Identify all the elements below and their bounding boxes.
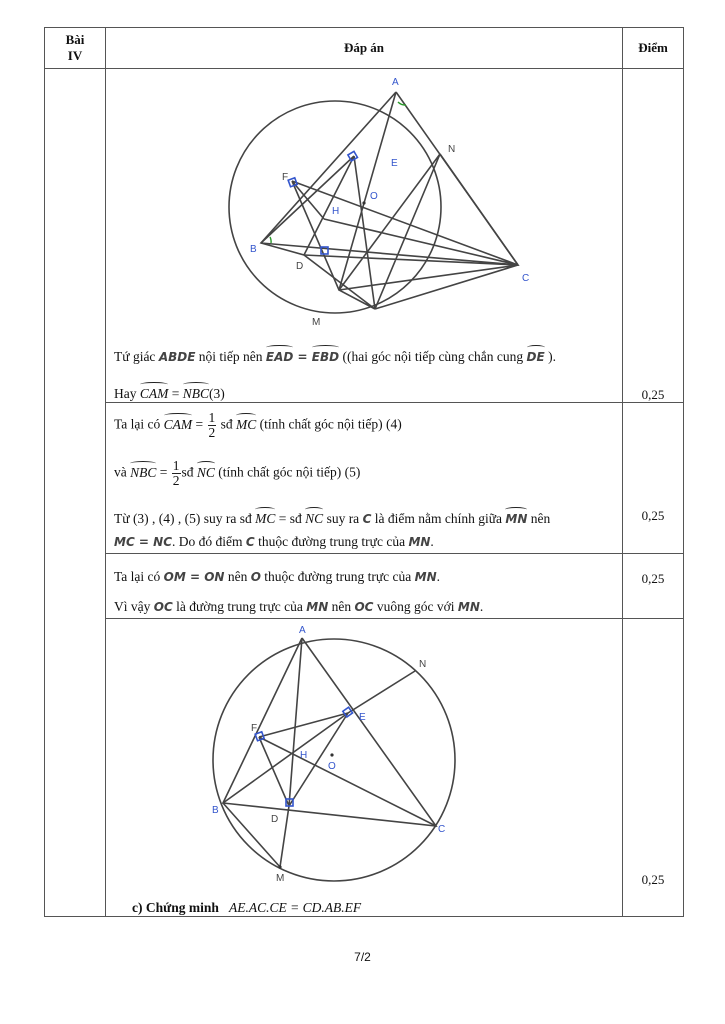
row4-content — [106, 619, 623, 917]
fig1-label-c: C — [522, 273, 530, 284]
row2-l1-fraction — [208, 411, 217, 440]
row3-line2 — [106, 598, 491, 616]
row3-l2-b: OC — [153, 600, 173, 614]
row3-l2-e: nên — [328, 599, 355, 614]
row2-line4 — [106, 533, 442, 551]
row2-l3-c: C — [362, 512, 372, 526]
row2-l1-arc-mc: MC — [236, 416, 257, 432]
fig2-label-h: H — [300, 750, 308, 761]
row3-l1-e: thuộc đường trung trực của — [260, 569, 415, 584]
row1-l1-angle-ead: EAD — [265, 350, 294, 364]
row2-l1-frac-den: 2 — [208, 425, 216, 440]
row2-l2-sd: sđ — [181, 464, 197, 480]
row4-caption-equation: AE.AC.CE = CD.AB.EF — [229, 900, 362, 915]
figure-1 — [106, 69, 623, 331]
answer-row-2 — [45, 403, 684, 554]
row1-l2-angle-cam: CAM — [139, 386, 169, 401]
row3-l2-i: . — [479, 599, 484, 614]
row2-l2-frac-den: 2 — [172, 473, 180, 488]
row2-l4-c: C — [245, 535, 255, 549]
row1-l2-angle-nbc: NBC — [182, 386, 210, 401]
row2-l2-a: và — [114, 464, 131, 480]
row2-l3-a: Từ (3) , (4) , (5) suy ra sđ — [114, 511, 256, 526]
row2-points: 0,25 — [641, 508, 665, 523]
row4-caption — [124, 899, 369, 917]
row1-l2-a: Hay — [114, 386, 140, 401]
header-row — [45, 28, 684, 69]
row2-l3-b: suy ra — [323, 511, 363, 526]
page-number: 7/2 — [354, 950, 371, 964]
row3-l2-g: vuông góc với — [373, 599, 458, 614]
row2-l4-a: MC = NC — [114, 535, 173, 549]
row2-line3 — [106, 510, 558, 528]
row1-points: 0,25 — [641, 387, 665, 402]
fig1-point-o — [362, 201, 365, 204]
bai-column-cell — [45, 69, 106, 917]
row1-l1-a: Tứ giác — [114, 349, 159, 364]
fig1-label-a: A — [392, 77, 399, 88]
fig1-angle-mark-b — [270, 237, 271, 243]
row4-points-cell — [623, 619, 684, 917]
row2-l2-frac-num: 1 — [172, 458, 180, 473]
row2-l1-frac-num: 1 — [208, 410, 216, 425]
row3-l2-f: OC — [354, 600, 374, 614]
row1-l1-arc-de: DE — [526, 350, 545, 364]
row2-l1-a: Ta lại có — [114, 416, 164, 432]
row4-points: 0,25 — [641, 872, 665, 887]
row2-l1-angle-cam: CAM — [163, 416, 193, 432]
row3-l2-a: Vì vậy — [114, 599, 154, 614]
fig2-label-m: M — [276, 873, 285, 884]
fig2-point-o — [330, 753, 333, 756]
row3-content — [106, 554, 623, 619]
row1-l1-c: ((hai góc nội tiếp cùng chắn cung — [339, 349, 527, 364]
row2-l4-b: . Do đó điểm — [172, 534, 246, 549]
fig2-label-n: N — [419, 659, 427, 670]
row2-l1-eq: = — [192, 416, 207, 432]
answer-row-3 — [45, 554, 684, 619]
row3-l2-d: MN — [306, 600, 329, 614]
row2-l4-d: thuộc đường trung trực của — [254, 534, 409, 549]
fig1-label-b: B — [250, 244, 257, 255]
row2-l1-sd: sđ — [217, 416, 237, 432]
row2-content — [106, 403, 623, 554]
row2-l2-fraction — [172, 459, 181, 488]
fig2-label-d: D — [271, 814, 279, 825]
answer-table — [44, 27, 684, 917]
fig2-label-a: A — [299, 625, 306, 636]
header-dap-an: Đáp án — [106, 28, 623, 69]
row1-line2 — [106, 385, 233, 403]
row2-l2-arc-nc: NC — [196, 464, 215, 480]
fig1-label-e: E — [391, 158, 398, 169]
answer-row-1 — [45, 69, 684, 403]
header-bai-line2: IV — [67, 48, 83, 63]
row1-points-cell — [623, 69, 684, 403]
row2-l2-angle-nbc: NBC — [130, 464, 157, 480]
row3-l1-a: Ta lại có — [114, 569, 164, 584]
row1-l1-angle-ebd: EBD — [311, 350, 340, 364]
answer-row-4 — [45, 619, 684, 917]
row2-points-cell — [623, 403, 684, 554]
row2-l3-eq: = sđ — [275, 511, 306, 526]
row2-l4-f: . — [430, 534, 434, 549]
header-bai-line1: Bài — [65, 32, 85, 47]
row2-l2-b: (tính chất góc nội tiếp) (5) — [214, 464, 361, 480]
row2-l2-eq: = — [156, 464, 171, 480]
row2-l3-d: là điểm nằm chính giữa — [371, 511, 506, 526]
row3-l2-h: MN — [457, 600, 480, 614]
row1-content — [106, 69, 623, 403]
row1-l1-quad: ABDE — [158, 350, 196, 364]
row2-l3-arc-mn: MN — [505, 512, 528, 526]
fig1-label-f: F — [282, 172, 289, 183]
row1-l2-b: (3) — [209, 386, 225, 401]
row2-line2 — [106, 459, 368, 488]
row2-l3-arc-nc: NC — [305, 511, 324, 526]
figure-2 — [106, 619, 623, 891]
fig2-label-e: E — [359, 712, 366, 723]
header-diem: Điểm — [623, 28, 684, 69]
row2-l3-arc-mc: MC — [255, 511, 276, 526]
fig1-label-m: M — [312, 317, 321, 328]
fig2-circle — [213, 639, 455, 881]
row2-line1 — [106, 411, 410, 440]
header-bai — [45, 28, 106, 69]
fig1-label-h: H — [332, 206, 340, 217]
row3-line1 — [106, 568, 448, 586]
row1-l1-d: ). — [544, 349, 556, 364]
row3-l1-b: OM = ON — [163, 570, 225, 584]
row3-points: 0,25 — [641, 571, 665, 586]
row2-l1-b: (tính chất góc nội tiếp) (4) — [256, 416, 402, 432]
row1-l2-eq: = — [168, 386, 183, 401]
row1-l1-b: nội tiếp nên — [195, 349, 266, 364]
row3-l1-g: . — [436, 569, 440, 584]
fig2-point-m — [278, 865, 281, 868]
row4-caption-label: c) Chứng minh — [132, 900, 219, 915]
fig1-label-o: O — [370, 191, 378, 202]
fig2-label-c: C — [438, 824, 446, 835]
row3-l1-f: MN — [414, 570, 437, 584]
row3-points-cell — [623, 554, 684, 619]
fig2-label-f: F — [251, 723, 258, 734]
row3-l2-c: là đường trung trực của — [172, 599, 307, 614]
fig1-label-n: N — [448, 144, 456, 155]
row1-line1 — [106, 348, 564, 366]
row3-l1-c: nên — [224, 569, 251, 584]
fig2-lines-a — [223, 638, 436, 867]
row3-l1-d: O — [250, 570, 261, 584]
fig2-label-b: B — [212, 805, 219, 816]
row1-l1-eq: = — [293, 350, 312, 364]
row2-l3-e: nên — [527, 511, 551, 526]
row2-l4-e: MN — [408, 535, 431, 549]
fig1-label-d: D — [296, 261, 304, 272]
fig2-label-o: O — [328, 761, 336, 772]
